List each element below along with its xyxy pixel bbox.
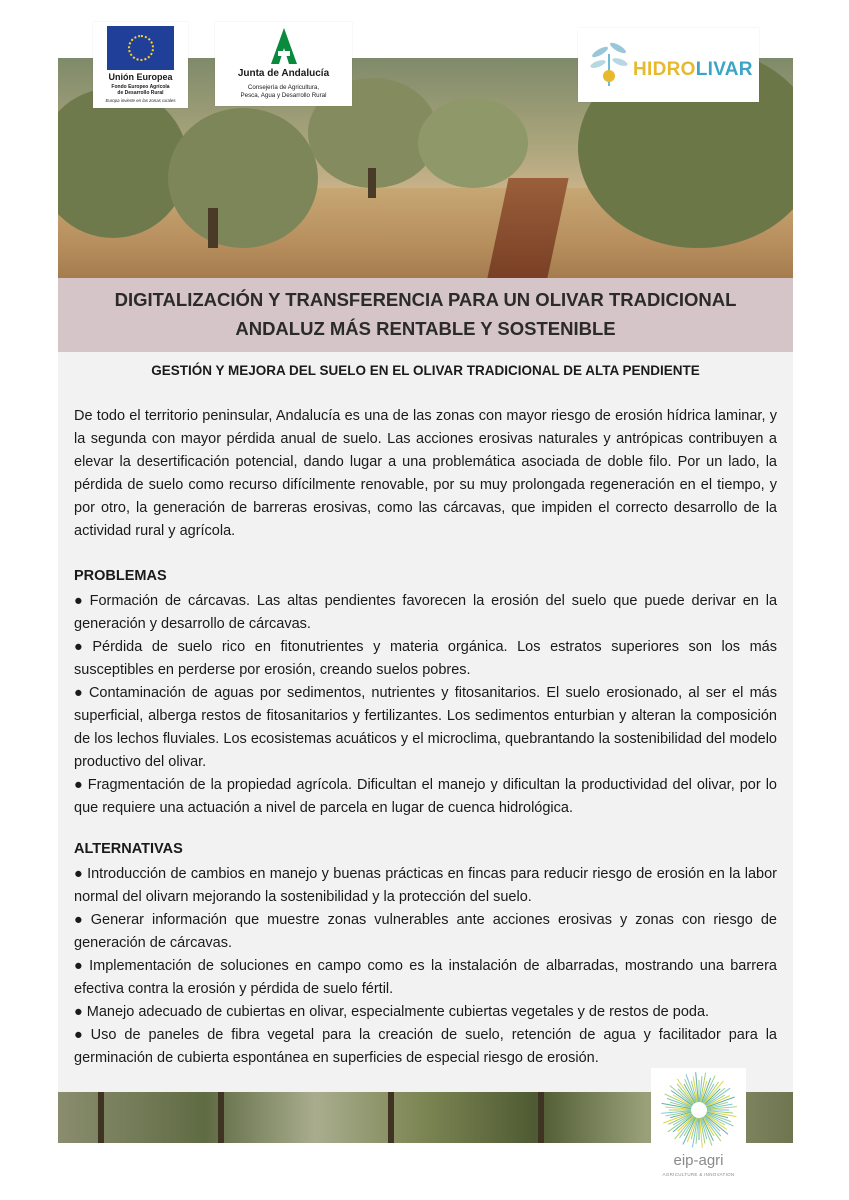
- eu-flag-icon: [107, 26, 174, 70]
- eip-agri-wordmark: eip-agri: [673, 1152, 724, 1169]
- bullet-icon: ●: [74, 866, 84, 882]
- footer-tree-trunk: [218, 1092, 224, 1143]
- junta-andalucia-subtitle: Consejería de Agricultura, Pesca, Agua y Desarrollo Rural: [240, 84, 327, 99]
- footer-tree-trunk: [538, 1092, 544, 1143]
- junta-andalucia-a-icon: [267, 26, 301, 66]
- junta-andalucia-title: Junta de Andalucía: [237, 68, 330, 79]
- eip-agri-logo: [651, 1068, 746, 1186]
- bullet-icon: ●: [74, 958, 86, 974]
- bullet-icon: ●: [74, 593, 86, 609]
- hero-trunk: [208, 208, 218, 248]
- bullet-icon: ●: [74, 777, 84, 793]
- alternatives-list: [74, 863, 777, 1070]
- hero-tree: [418, 98, 528, 188]
- bullet-icon: ●: [74, 639, 89, 655]
- eip-agri-tagline: AGRICULTURE & INNOVATION: [662, 1172, 735, 1177]
- list-item: ● Formación de cárcavas. Las altas pendientes favorecen la erosión del suelo que puede derivar en la generación y desarrollo de cárcavas.: [74, 593, 778, 632]
- list-item: ● Manejo adecuado de cubiertas en olivar, especialmente cubiertas vegetales y de restos de poda.: [74, 1004, 710, 1020]
- eu-logo: [93, 22, 188, 108]
- footer-tree-trunk: [388, 1092, 394, 1143]
- list-item: ● Fragmentación de la propiedad agrícola. Dificultan el manejo y dificultan la productividad del olivar, por lo que requiere una actuación a nivel de parcela en lugar de cuenca hidrológica.: [74, 777, 777, 816]
- list-item: ● Introducción de cambios en manejo y buenas prácticas en fincas para reducir riesgo de erosión en la labor normal del olivarn mejorando la sostenibilidad y la protección del suelo.: [74, 866, 777, 905]
- list-item: ● Uso de paneles de fibra vegetal para la creación de suelo, retención de agua y facilitador para la germinación de cubierta espontánea en superficies de especial riesgo de erosión.: [74, 1027, 777, 1066]
- section-subtitle: GESTIÓN Y MEJORA DEL SUELO EN EL OLIVAR TRADICIONAL DE ALTA PENDIENTE: [151, 363, 700, 378]
- bullet-icon: ●: [74, 912, 87, 928]
- junta-andalucia-logo: [215, 22, 352, 106]
- problems-list: [74, 590, 777, 820]
- content-panel: [58, 352, 793, 1092]
- hero-trunk: [368, 168, 376, 198]
- eip-agri-burst-icon: [659, 1070, 739, 1150]
- list-item: ● Implementación de soluciones en campo como es la instalación de albarradas, mostrando una barrera efectiva contra la erosión y pérdida de suelo fértil.: [74, 958, 777, 997]
- page-title-line-1: DIGITALIZACIÓN Y TRANSFERENCIA PARA UN OLIVAR TRADICIONAL: [114, 289, 737, 310]
- list-item: ● Generar información que muestre zonas vulnerables ante acciones erosivas y zonas con riesgo de generación de cárcavas.: [74, 912, 777, 951]
- footer-tree-trunk: [98, 1092, 104, 1143]
- hidrolivar-logo: [578, 28, 759, 102]
- eu-logo-subtitle: Fondo Europeo Agrícola de Desarrollo Rural: [111, 84, 170, 96]
- bullet-icon: ●: [74, 1004, 83, 1020]
- bullet-icon: ●: [74, 1027, 87, 1043]
- eu-logo-title: Unión Europea: [108, 72, 173, 82]
- problems-heading: PROBLEMAS: [74, 568, 167, 584]
- hidrolivar-wordmark: HIDROLIVAR: [633, 59, 753, 80]
- list-item: ● Contaminación de aguas por sedimentos, nutrientes y fitosanitarios. El suelo erosionado, al ser el más superficial, alberga restos de fitosanitarios y fertilizantes. Los sedimentos enturbian y alteran la composición de los lechos fluviales. Los ecosistemas acuáticos y el microclima, quebrantando la sostenibilidad del modelo productivo del olivar.: [74, 685, 777, 770]
- title-band: [58, 278, 793, 352]
- hero-tree: [168, 108, 318, 248]
- intro-paragraph: De todo el territorio peninsular, Andalucía es una de las zonas con mayor riesgo de erosión hídrica laminar, y la segunda con mayor pérdida anual de suelo. Las acciones erosivas naturales y antrópicas contribuyen a elevar la desertificación potencial, dando lugar a una problemática asociada de doble filo. Por un lado, la pérdida de suelo como recurso difícilmente renovable, por su muy prolongada regeneración en el tiempo, y por otro, la generación de barreras erosivas, como las cárcavas, que impiden el correcto desarrollo de la actividad rural y agrícola.: [74, 408, 777, 539]
- page-title-line-2: ANDALUZ MÁS RENTABLE Y SOSTENIBLE: [235, 318, 616, 339]
- bullet-icon: ●: [74, 685, 85, 701]
- list-item: ● Pérdida de suelo rico en fitonutrientes y materia orgánica. Los estratos superiores son los más susceptibles en perderse por erosión, creando suelos pobres.: [74, 639, 777, 678]
- olive-branch-icon: [584, 34, 634, 94]
- alternatives-heading: ALTERNATIVAS: [74, 841, 183, 857]
- eu-logo-tagline: Europa invierte en las zonas rurales: [105, 98, 176, 103]
